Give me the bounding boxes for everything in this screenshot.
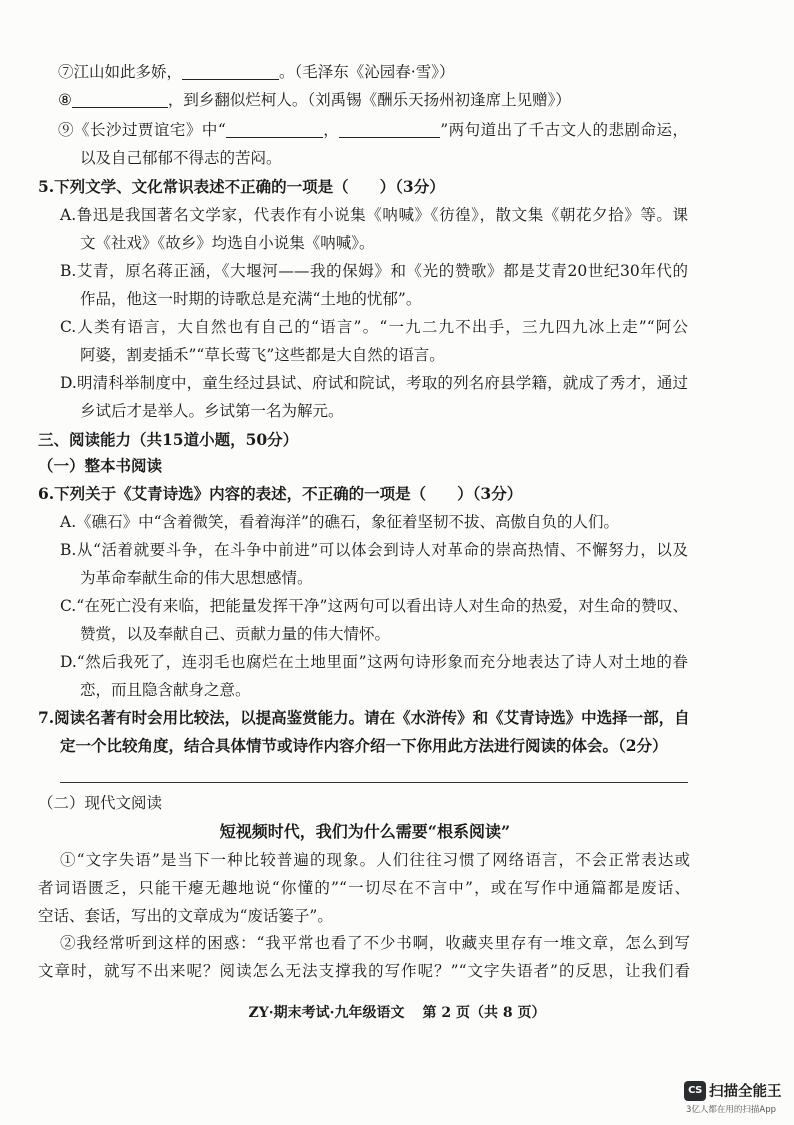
question-6-option-b-continued: 为革命奉献生命的伟大思想感情。 (80, 569, 313, 587)
fill-in-q9 (58, 119, 688, 141)
page-number: 第 2 页（共 8 页） (422, 1005, 546, 1021)
q7-suffix: 。（毛泽东《沁园春·雪》） (279, 63, 455, 81)
question-6-stem: 6.下列关于《艾青诗选》内容的表述，不正确的一项是（ ）（3分） (38, 484, 523, 503)
question-5-option-a-continued: 文《社戏》《故乡》均选自小说集《呐喊》。 (80, 234, 375, 252)
q7-prefix: ⑦江山如此多娇， (58, 63, 183, 81)
question-6-option-b: B.从“活着就要斗争，在斗争中前进”可以体会到诗人对革命的崇高热情、不懈努力，以及 (60, 541, 688, 559)
answer-line (60, 782, 688, 783)
q9-prefix: ⑨《长沙过贾谊宅》中“ (58, 121, 226, 139)
question-6-option-d-continued: 恋，而且隐含献身之意。 (80, 681, 251, 699)
q8-prefix: ⑧ (58, 91, 72, 109)
question-6-option-d: D.“然后我死了，连羽毛也腐烂在土地里面”这两句诗形象而充分地表达了诗人对土地的眷 (60, 653, 688, 671)
section-heading: 三、阅读能力（共15道小题，50分） (38, 430, 299, 449)
scanner-brand: 扫描全能王 (709, 1084, 782, 1100)
subsection-heading-1: （一）整本书阅读 (38, 456, 163, 475)
answer-blank (339, 123, 440, 138)
passage-paragraph-1: ①“文字失语”是当下一种比较普遍的现象。人们往往习惯了网络语言，不会正常表达或 (60, 851, 690, 869)
fill-in-q9-continued: 以及自己郁郁不得志的苦闷。 (80, 149, 282, 167)
question-7-stem-continued: 定一个比较角度，结合具体情节或诗作内容介绍一下你用此方法进行阅读的体会。（2分） (60, 736, 668, 755)
question-5-option-b-continued: 作品，他这一时期的诗歌总是充满“土地的忧郁”。 (80, 290, 422, 308)
question-5-option-a: A.鲁迅是我国著名文学家，代表作有小说集《呐喊》《彷徨》，散文集《朝花夕拾》等。课 (60, 206, 688, 224)
question-5-option-c: C.人类有语言，大自然也有自己的“语言”。“一九二九不出手，三九四九冰上走”“阿公 (60, 318, 688, 336)
passage-title: 短视频时代，我们为什么需要“根系阅读” (219, 822, 511, 841)
passage-paragraph-1-line-3: 空话、套话，写出的文章成为“废话篓子”。 (38, 907, 333, 925)
question-5-option-b: B.艾青，原名蒋正涵，《大堰河——我的保姆》和《光的赞歌》都是艾青20世纪30年代的 (60, 262, 688, 280)
question-6-option-a: A.《礁石》中“含着微笑，看着海洋”的礁石，象征着坚韧不拔、高傲自负的人们。 (60, 513, 619, 531)
q9-suffix: ”两句道出了千古文人的悲剧命运， (440, 121, 688, 139)
scanner-logo-icon: CS (684, 1081, 706, 1101)
scanner-tagline: 3亿人都在用的扫描App (686, 1105, 777, 1115)
exam-name: ZY·期末考试·九年级语文 (248, 1005, 405, 1021)
question-7-stem: 7.阅读名著有时会用比较法，以提高鉴赏能力。请在《水浒传》和《艾青诗选》中选择一部，自 (38, 708, 690, 727)
question-5-stem: 5.下列文学、文化常识表述不正确的一项是（ ）（3分） (38, 177, 445, 196)
fill-in-q8 (58, 89, 571, 111)
question-6-option-c-continued: 赞赏，以及奉献自己、贡献力量的伟大情怀。 (80, 625, 391, 643)
question-5-option-d: D.明清科举制度中，童生经过县试、府试和院试，考取的列名府县学籍，就成了秀才，通过 (60, 374, 688, 392)
subsection-heading-2: （二）现代文阅读 (38, 794, 163, 812)
q8-suffix: ，到乡翻似烂柯人。（刘禹锡《酬乐天扬州初逢席上见赠》） (167, 91, 571, 109)
question-6-option-c: C.“在死亡没有来临，把能量发挥干净”这两句可以看出诗人对生命的热爱，对生命的赞叹、 (60, 597, 688, 615)
answer-blank (182, 65, 279, 80)
answer-blank (226, 123, 323, 138)
passage-paragraph-2-line-2: 文章时，就写不出来呢？阅读怎么无法支撑我的写作呢？”“文字失语者”的反思，让我们看 (38, 962, 690, 980)
page-footer (0, 1003, 794, 1023)
q9-middle: ， (322, 121, 340, 139)
question-5-option-c-continued: 阿婆，割麦插禾”“草长莺飞”这些都是大自然的语言。 (80, 346, 445, 364)
answer-blank (72, 93, 168, 108)
fill-in-q7 (58, 61, 454, 83)
passage-paragraph-1-line-2: 者词语匮乏，只能干瘪无趣地说“你懂的”“一切尽在不言中”，或在写作中通篇都是废话、 (38, 879, 690, 897)
passage-paragraph-2: ②我经常听到这样的困惑：“我平常也看了不少书啊，收藏夹里存有一堆文章，怎么到写 (60, 934, 690, 952)
question-5-option-d-continued: 乡试后才是举人。乡试第一名为解元。 (80, 402, 344, 420)
